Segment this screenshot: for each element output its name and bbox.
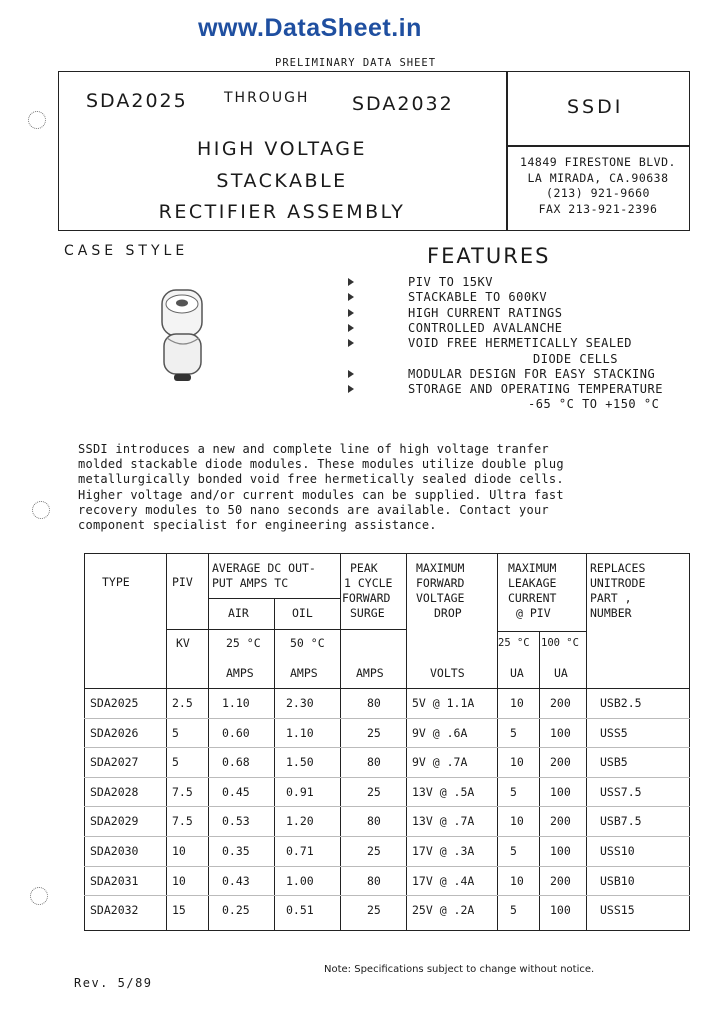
table-cell-oil: 0.91 xyxy=(286,784,314,799)
feature-text: -65 °C TO +150 °C xyxy=(528,397,660,412)
table-cell-piv: 5 xyxy=(172,755,179,770)
table-cell-oil: 2.30 xyxy=(286,696,314,710)
case-style-drawing xyxy=(140,280,250,390)
temp-leak-25: 25 °C xyxy=(498,637,530,649)
table-cell-air: 0.35 xyxy=(222,844,250,858)
header-replaces: PART , xyxy=(590,591,632,605)
header-air: AIR xyxy=(228,606,249,620)
part-number-from: SDA2025 xyxy=(86,90,188,112)
table-cell-vf: 9V @ .6A xyxy=(412,725,468,740)
table-cell-replaces: USB2.5 xyxy=(600,696,642,710)
table-cell-ir100: 100 xyxy=(550,784,571,799)
table-cell-type: SDA2026 xyxy=(90,725,139,740)
footnote: Note: Specifications subject to change without notice. xyxy=(324,964,595,975)
unit-amps: AMPS xyxy=(356,666,384,680)
row-divider xyxy=(84,747,690,748)
feature-text: VOID FREE HERMETICALLY SEALED xyxy=(408,336,633,351)
row-divider xyxy=(84,895,690,896)
table-cell-replaces: USS7.5 xyxy=(600,784,642,799)
table-cell-air: 0.53 xyxy=(222,814,250,829)
intro-line: metallurgically bonded void free hermetically sealed diode cells. xyxy=(78,472,564,487)
table-cell-oil: 1.10 xyxy=(286,725,314,740)
bullet-arrow-icon xyxy=(348,339,354,347)
table-cell-ir100: 200 xyxy=(550,755,571,770)
row-divider xyxy=(84,836,690,837)
title-line: STACKABLE xyxy=(216,170,348,192)
unit-piv: KV xyxy=(176,636,190,650)
table-cell-replaces: USB5 xyxy=(600,755,628,770)
table-cell-type: SDA2032 xyxy=(90,903,139,918)
binder-hole xyxy=(30,887,48,905)
table-cell-surge: 25 xyxy=(367,903,381,918)
feature-text: PIV TO 15KV xyxy=(408,275,493,289)
table-cell-air: 1.10 xyxy=(222,696,250,710)
fax-number: FAX 213-921-2396 xyxy=(538,202,658,216)
feature-text: STORAGE AND OPERATING TEMPERATURE xyxy=(408,382,663,397)
header-peak-surge: PEAK xyxy=(350,561,378,575)
table-cell-air: 0.43 xyxy=(222,873,250,888)
temp-air: 25 °C xyxy=(226,636,261,650)
header-peak-surge: FORWARD xyxy=(342,591,391,605)
feature-text: STACKABLE TO 600KV xyxy=(408,290,548,305)
table-cell-ir100: 100 xyxy=(550,725,571,740)
table-cell-surge: 80 xyxy=(367,814,381,829)
table-cell-surge: 25 xyxy=(367,784,381,799)
table-cell-ir25: 10 xyxy=(510,696,524,710)
table-cell-oil: 1.20 xyxy=(286,814,314,829)
header-forward-voltage: FORWARD xyxy=(416,576,465,590)
table-cell-type: SDA2025 xyxy=(90,696,139,710)
intro-line: recovery modules to 50 nano seconds are available. Contact your xyxy=(78,502,549,517)
feature-text: DIODE CELLS xyxy=(533,351,618,366)
table-cell-piv: 7.5 xyxy=(172,814,193,829)
table-cell-vf: 5V @ 1.1A xyxy=(412,696,475,710)
phone-number: (213) 921-9660 xyxy=(546,186,650,200)
table-cell-ir25: 10 xyxy=(510,755,524,770)
header-replaces: UNITRODE xyxy=(590,576,646,590)
table-cell-type: SDA2028 xyxy=(90,784,139,799)
table-cell-surge: 80 xyxy=(367,755,381,770)
table-cell-replaces: USS5 xyxy=(600,725,628,740)
table-cell-replaces: USS15 xyxy=(600,903,635,918)
table-cell-vf: 13V @ .7A xyxy=(412,814,475,829)
table-cell-vf: 13V @ .5A xyxy=(412,784,475,799)
header-leakage-current: LEAKAGE xyxy=(508,576,557,590)
unit-amps: AMPS xyxy=(290,666,318,680)
table-cell-replaces: USB10 xyxy=(600,873,635,888)
header-leakage-current: MAXIMUM xyxy=(508,561,557,575)
table-cell-piv: 5 xyxy=(172,725,179,740)
header-peak-surge: 1 CYCLE xyxy=(344,576,393,590)
table-cell-ir100: 100 xyxy=(550,844,571,858)
table-cell-ir25: 5 xyxy=(510,784,517,799)
row-divider xyxy=(84,806,690,807)
feature-text: CONTROLLED AVALANCHE xyxy=(408,320,563,335)
table-cell-air: 0.45 xyxy=(222,784,250,799)
table-cell-oil: 0.71 xyxy=(286,844,314,858)
brand-logo-text: SSDI xyxy=(567,96,624,118)
bullet-arrow-icon xyxy=(348,324,354,332)
unit-volts: VOLTS xyxy=(430,666,465,680)
row-divider xyxy=(84,718,690,719)
header-oil: OIL xyxy=(292,606,313,620)
case-style-label: CASE STYLE xyxy=(64,243,189,259)
table-cell-type: SDA2031 xyxy=(90,873,139,888)
intro-line: molded stackable diode modules. These modules utilize double plug xyxy=(78,457,564,472)
table-cell-piv: 7.5 xyxy=(172,784,193,799)
table-cell-piv: 2.5 xyxy=(172,696,193,710)
binder-hole xyxy=(28,111,46,129)
table-cell-ir25: 5 xyxy=(510,903,517,918)
unit-ua: UA xyxy=(510,666,524,680)
table-cell-replaces: USS10 xyxy=(600,844,635,858)
table-cell-replaces: USB7.5 xyxy=(600,814,642,829)
through-label: THROUGH xyxy=(224,90,310,106)
table-cell-type: SDA2030 xyxy=(90,844,139,858)
header-brand-divider xyxy=(507,145,690,147)
header-piv: PIV xyxy=(172,575,193,589)
title-line: HIGH VOLTAGE xyxy=(196,138,368,160)
table-cell-ir25: 5 xyxy=(510,844,517,858)
address-line: LA MIRADA, CA.90638 xyxy=(527,171,669,185)
table-cell-piv: 10 xyxy=(172,844,186,858)
table-cell-oil: 1.50 xyxy=(286,755,314,770)
bullet-arrow-icon xyxy=(348,370,354,378)
intro-line: Higher voltage and/or current modules can be supplied. Ultra fast xyxy=(78,487,564,502)
table-cell-surge: 80 xyxy=(367,696,381,710)
feature-text: MODULAR DESIGN FOR EASY STACKING xyxy=(408,366,656,381)
bullet-arrow-icon xyxy=(348,309,354,317)
unit-amps: AMPS xyxy=(226,666,254,680)
table-cell-piv: 15 xyxy=(172,903,186,918)
table-cell-surge: 80 xyxy=(367,873,381,888)
table-cell-ir100: 100 xyxy=(550,903,571,918)
header-forward-voltage: MAXIMUM xyxy=(416,561,465,575)
spec-table xyxy=(84,553,690,931)
row-divider xyxy=(84,866,690,867)
table-cell-ir25: 10 xyxy=(510,814,524,829)
bullet-arrow-icon xyxy=(348,278,354,286)
intro-line: SSDI introduces a new and complete line of high voltage tranfer xyxy=(78,442,549,456)
table-cell-ir25: 10 xyxy=(510,873,524,888)
revision-label: Rev. 5/89 xyxy=(74,976,153,990)
watermark-url[interactable]: www.DataSheet.in xyxy=(198,14,422,42)
intro-line: component specialist for engineering assistance. xyxy=(78,518,437,533)
table-cell-air: 0.60 xyxy=(222,725,250,740)
header-leakage-current: CURRENT xyxy=(508,591,557,605)
header-avg-dc-output: PUT AMPS TC xyxy=(212,576,289,590)
table-cell-type: SDA2029 xyxy=(90,814,139,829)
table-cell-ir100: 200 xyxy=(550,696,571,710)
table-cell-ir100: 200 xyxy=(550,873,571,888)
preliminary-label: PRELIMINARY DATA SHEET xyxy=(275,57,437,69)
title-line: RECTIFIER ASSEMBLY xyxy=(158,201,406,223)
table-cell-ir25: 5 xyxy=(510,725,517,740)
part-number-to: SDA2032 xyxy=(352,93,454,115)
table-cell-oil: 0.51 xyxy=(286,903,314,918)
header-avg-dc-output: AVERAGE DC OUT- xyxy=(212,561,316,575)
header-replaces: NUMBER xyxy=(590,606,632,620)
table-cell-surge: 25 xyxy=(367,725,381,740)
table-cell-vf: 25V @ .2A xyxy=(412,903,475,918)
features-heading: FEATURES xyxy=(427,244,551,268)
table-cell-air: 0.25 xyxy=(222,903,250,918)
header-peak-surge: SURGE xyxy=(350,606,385,620)
address-line: 14849 FIRESTONE BLVD. xyxy=(520,155,676,169)
bullet-arrow-icon xyxy=(348,293,354,301)
temp-oil: 50 °C xyxy=(290,636,325,650)
table-cell-air: 0.68 xyxy=(222,755,250,770)
table-cell-surge: 25 xyxy=(367,844,381,858)
table-cell-vf: 17V @ .4A xyxy=(412,873,475,888)
intro-paragraph xyxy=(78,442,678,533)
bullet-arrow-icon xyxy=(348,385,354,393)
feature-text: HIGH CURRENT RATINGS xyxy=(408,305,563,320)
header-forward-voltage: DROP xyxy=(434,606,462,620)
table-cell-piv: 10 xyxy=(172,873,186,888)
table-cell-ir100: 200 xyxy=(550,814,571,829)
header-type: TYPE xyxy=(102,575,130,589)
header-leakage-current: @ PIV xyxy=(516,606,551,620)
table-cell-vf: 17V @ .3A xyxy=(412,844,475,858)
row-divider xyxy=(84,777,690,778)
binder-hole xyxy=(32,501,50,519)
table-cell-oil: 1.00 xyxy=(286,873,314,888)
unit-ua: UA xyxy=(554,666,568,680)
table-cell-type: SDA2027 xyxy=(90,755,139,770)
header-forward-voltage: VOLTAGE xyxy=(416,591,465,605)
header-replaces: REPLACES xyxy=(590,561,646,575)
temp-leak-100: 100 °C xyxy=(541,637,579,649)
table-cell-vf: 9V @ .7A xyxy=(412,755,468,770)
